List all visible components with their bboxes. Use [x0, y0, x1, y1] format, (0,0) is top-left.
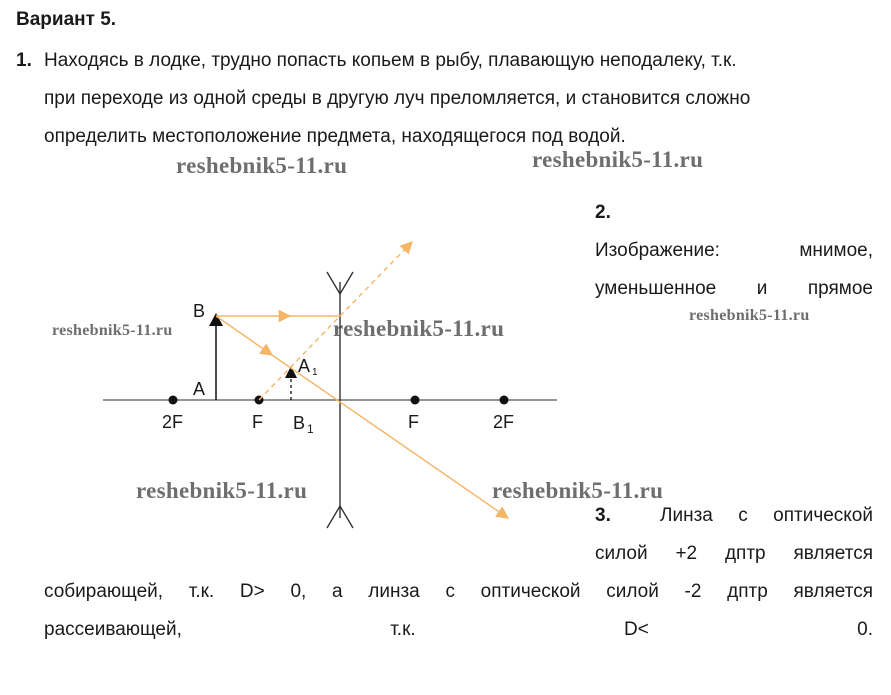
- focus-point-2f-left: [169, 396, 178, 405]
- light-rays: [216, 242, 508, 518]
- watermark: reshebnik5-11.ru: [176, 153, 348, 178]
- q2-line-2: уменьшенное и прямое: [595, 278, 873, 299]
- label-b1-sub: 1: [307, 422, 314, 436]
- q3-line-3: собирающей, т.к. D> 0, а линза с оптической силой -2 дптр является: [44, 581, 873, 602]
- label-2f-right: 2F: [493, 412, 515, 432]
- watermark: reshebnik5-11.ru: [333, 316, 505, 341]
- label-a1: A: [298, 356, 311, 376]
- ray-center-1: [216, 316, 272, 355]
- q3-line-4: рассеивающей, т.к. D< 0.: [44, 619, 873, 640]
- label-a: A: [193, 379, 206, 399]
- focus-point-f-right: [411, 396, 420, 405]
- label-b1: B: [293, 413, 306, 433]
- q1-number: 1.: [16, 50, 32, 71]
- label-b: B: [193, 301, 206, 321]
- q3-line-2: силой +2 дптр является: [595, 543, 873, 564]
- q2-line-1: Изображение: мнимое,: [595, 240, 873, 261]
- ray-refracted: [340, 242, 412, 316]
- q1-line-3: определить местоположение предмета, находящегося под водой.: [44, 126, 626, 147]
- watermark: reshebnik5-11.ru: [532, 147, 704, 172]
- q1-line-1: Находясь в лодке, трудно попасть копьем в рыбу, плавающую неподалеку, т.к.: [44, 50, 737, 71]
- q1-line-2: при переходе из одной среды в другую луч преломляется, и становится сложно: [44, 88, 751, 109]
- label-a1-sub: 1: [312, 367, 318, 378]
- focus-point-2f-right: [500, 396, 509, 405]
- watermark: reshebnik5-11.ru: [52, 322, 173, 339]
- q2-number: 2.: [595, 202, 611, 223]
- label-f-left: F: [252, 412, 263, 432]
- watermark: reshebnik5-11.ru: [136, 478, 308, 503]
- label-2f-left: 2F: [162, 412, 184, 432]
- q3-line-1: Линза с оптической: [660, 505, 873, 526]
- page-title: Вариант 5.: [16, 9, 117, 30]
- q3-number: 3.: [595, 505, 611, 526]
- label-f-right: F: [408, 412, 419, 432]
- ray-center-2: [272, 355, 508, 518]
- watermark: reshebnik5-11.ru: [492, 478, 664, 503]
- watermark: reshebnik5-11.ru: [689, 307, 810, 324]
